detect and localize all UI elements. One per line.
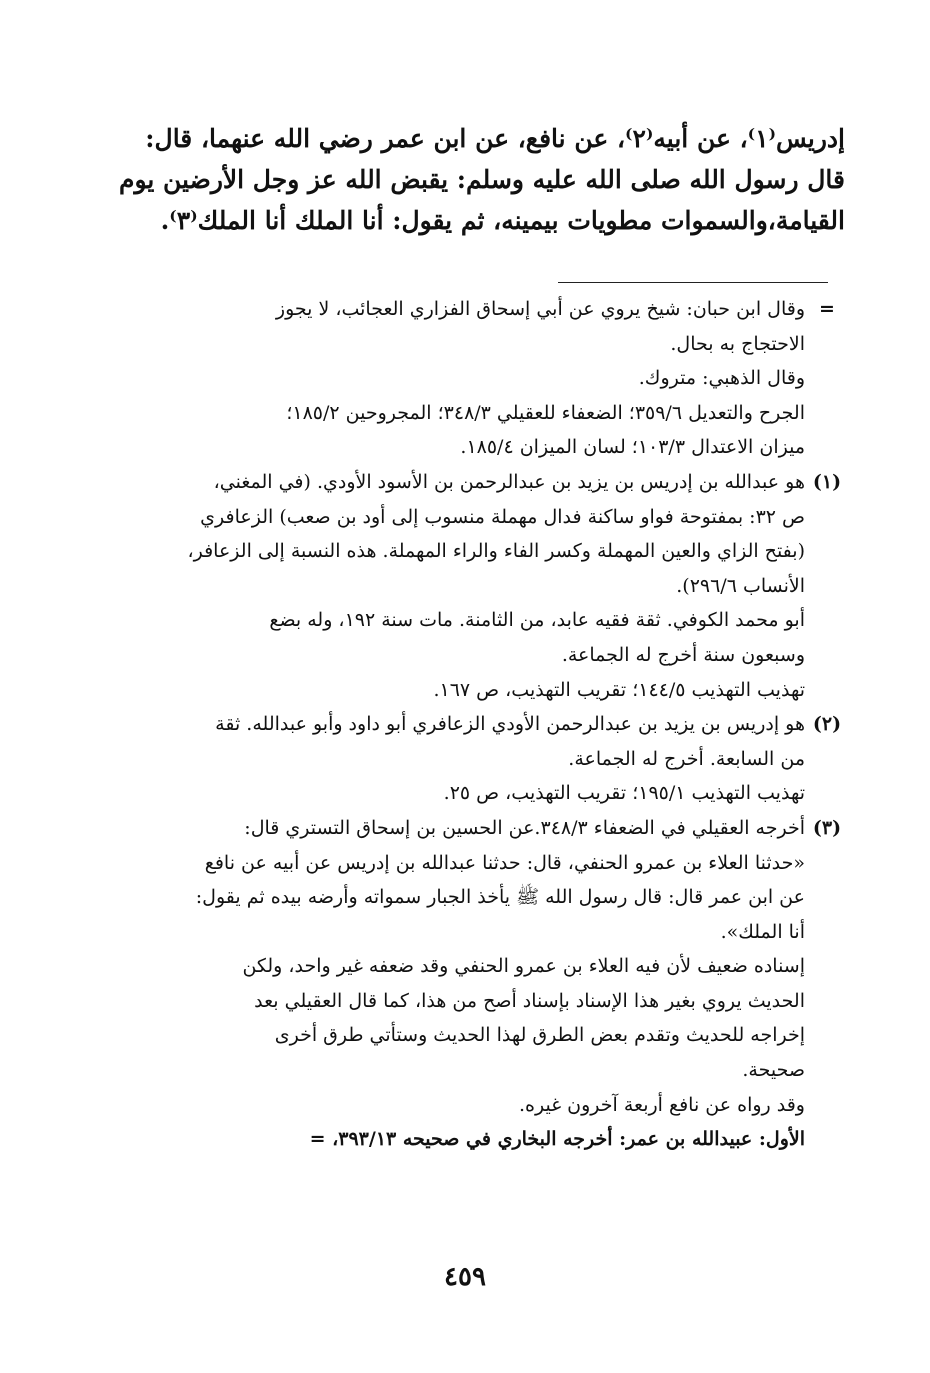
footnote-marker: = bbox=[819, 298, 835, 320]
footnote-1 bbox=[125, 465, 845, 707]
footnote-line: من السابعة. أخرج له الجماعة. bbox=[568, 747, 805, 770]
footnote-line: أبو محمد الكوفي. ثقة فقيه عابد، من الثامنة. مات سنة ١٩٢، وله بضع bbox=[269, 609, 805, 632]
footnote-line: أخرجه العقيلي في الضعفاء ٣٤٨/٣.عن الحسين بن إسحاق التستري قال: bbox=[244, 816, 805, 839]
footnote-line: تهذيب التهذيب ١٤٤/٥؛ تقريب التهذيب، ص ١٦٧. bbox=[433, 678, 805, 701]
footnote-line: (بفتح الزاي والعين المهملة وكسر الفاء والراء المهملة. هذه النسبة إلى الزعافر، bbox=[187, 540, 805, 563]
footnote-line: ميزان الاعتدال ١٠٣/٣؛ لسان الميزان ١٨٥/٤. bbox=[460, 436, 805, 459]
footnote-line: وقال الذهبي: متروك. bbox=[638, 367, 805, 390]
footnote-line: تهذيب التهذيب ١٩٥/١؛ تقريب التهذيب، ص ٢٥. bbox=[443, 782, 805, 805]
footnote-line: وقال ابن حبان: شيخ يروي عن أبي إسحاق الفزاري العجائب، لا يجوز bbox=[275, 298, 805, 320]
footnote-line: وسبعون سنة أخرج له الجماعة. bbox=[561, 643, 805, 666]
footnote-line: إخراجه للحديث وتقدم بعض الطرق لهذا الحديث وستأتي طرق أخرى bbox=[274, 1024, 805, 1047]
main-text-line: إدريس⁽١⁾، عن أبيه⁽٢⁾، عن نافع، عن ابن عمر رضي الله عنهما، قال: bbox=[145, 124, 845, 153]
footnote-line: صحيحة. bbox=[742, 1059, 805, 1082]
footnote-line: الحديث يروي بغير هذا الإسناد بإسناد أصح من هذا، كما قال العقيلي بعد bbox=[254, 989, 805, 1012]
footnote-line: الأول: عبيدالله بن عمر: أخرجه البخاري في صحيحه ٣٩٣/١٣، = bbox=[309, 1128, 805, 1151]
footnote-line: عن ابن عمر قال: قال رسول الله ﷺ يأخذ الجبار سمواته وأرضه بيده ثم يقول: bbox=[195, 886, 805, 909]
footnote-line: الأنساب ٢٩٦/٦). bbox=[676, 574, 805, 597]
footnote-marker: (٣) bbox=[812, 816, 842, 839]
footnote-3 bbox=[125, 811, 845, 1157]
footnote-line: هو عبدالله بن إدريس بن يزيد بن عبدالرحمن بن الأسود الأودي. (في المغني، bbox=[213, 470, 805, 493]
main-text-line: قال رسول الله صلى الله عليه وسلم: يقبض الله عز وجل الأرضين يوم bbox=[118, 165, 845, 194]
footnote-2 bbox=[125, 707, 845, 811]
footnote-line: الجرح والتعديل ٣٥٩/٦؛ الضعفاء للعقيلي ٣٤٨/٣؛ المجروحين ١٨٥/٢؛ bbox=[286, 401, 805, 424]
footnote-line: الاحتجاج به بحال. bbox=[670, 332, 805, 355]
footnote-marker: (١) bbox=[812, 470, 842, 493]
footnote-line: ص ٣٢: بمفتوحة فواو ساكنة فدال مهملة منسوب إلى أود بن صعب) الزعافري bbox=[200, 505, 805, 528]
footnote-line: إسناده ضعيف لأن فيه العلاء بن عمرو الحنفي وقد ضعفه غير واحد، ولكن bbox=[242, 955, 805, 978]
footnote-marker: (٢) bbox=[812, 713, 842, 736]
main-text bbox=[118, 118, 845, 241]
main-text-line: القيامة،والسموات مطويات بيمينه، ثم يقول: أنا الملك أنا الملك⁽٣⁾. bbox=[160, 206, 845, 235]
footnote-separator bbox=[558, 282, 828, 283]
footnote-continuation bbox=[125, 292, 845, 465]
footnote-line: هو إدريس بن يزيد بن عبدالرحمن الأودي الزعافري أبو داود وأبو عبدالله. ثقة bbox=[215, 713, 805, 736]
footnotes bbox=[125, 292, 845, 1157]
footnote-line: أنا الملك». bbox=[720, 920, 805, 943]
footnote-line: «حدثنا العلاء بن عمرو الحنفي، قال: حدثنا عبدالله بن إدريس عن أبيه عن نافع bbox=[204, 851, 805, 874]
page-number: ٤٥٩ bbox=[444, 1262, 486, 1292]
footnote-line: وقد رواه عن نافع أربعة آخرون غيره. bbox=[518, 1093, 805, 1116]
